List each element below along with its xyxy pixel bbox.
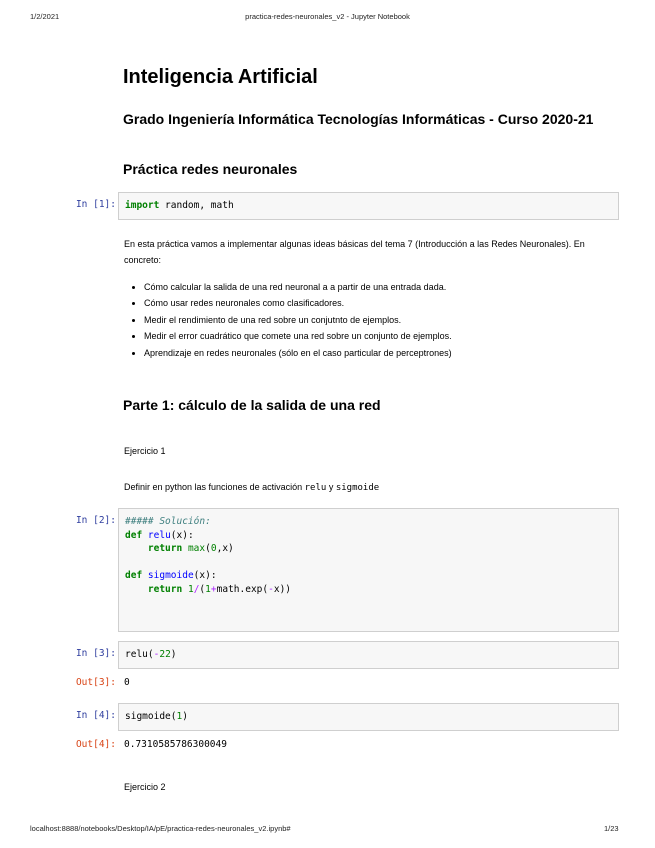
practice-heading: Práctica redes neuronales [123,161,298,177]
output-4: 0.7310585786300049 [124,739,227,750]
exercise1-label: Ejercicio 1 [124,446,166,456]
code-sigmoide-call[interactable]: sigmoide(1) [125,711,188,722]
code-relu-call[interactable]: relu(-22) [125,649,177,660]
exercise1-text: Definir en python las funciones de activación [124,482,303,492]
exercise1-and: y [328,482,334,492]
list-item: • Cómo usar redes neuronales como clasificadores. [144,295,624,311]
print-title: practica-redes-neuronales_v2 - Jupyter Notebook [245,12,410,21]
code-import[interactable]: import random, math [125,200,234,211]
notebook-title: Inteligencia Artificial [123,66,318,88]
list-item: • Cómo calcular la salida de una red neuronal a a partir de una entrada dada. [144,279,624,295]
in-prompt-4: In [4]: [75,710,116,721]
output-3: 0 [124,677,130,688]
exercise1-statement [124,479,614,496]
part1-heading: Parte 1: cálculo de la salida de una red [123,397,381,413]
list-item: • Medir el error cuadrático que comete una red sobre un conjunto de ejemplos. [144,328,624,344]
code-cell-1[interactable] [118,192,619,220]
inline-code-sigmoide: sigmoide [335,483,380,493]
inline-code-relu: relu [304,483,327,493]
course-subtitle: Grado Ingeniería Informática Tecnologías Informáticas - Curso 2020-21 [123,111,594,127]
out-prompt-4: Out[4]: [75,739,116,750]
code-activation-functions[interactable]: ##### Solución: def relu(x): return max(0,x) def sigmoide(x): return 1/(1+math.exp(-x)) [125,516,292,595]
code-cell-3[interactable] [118,641,619,669]
page-number: 1/23 [604,824,619,833]
list-item: • Aprendizaje en redes neuronales (sólo en el caso particular de perceptrones) [144,345,624,361]
objectives-list [124,279,624,361]
code-cell-2[interactable] [118,508,619,632]
list-item: • Medir el rendimiento de una red sobre un conjutnto de ejemplos. [144,312,624,328]
print-date: 1/2/2021 [30,12,60,21]
code-cell-4[interactable] [118,703,619,731]
intro-paragraph: En esta práctica vamos a implementar algunas ideas básicas del tema 7 (Introducción a las Redes Neuronales). En concreto: [124,239,585,265]
exercise2-label: Ejercicio 2 [124,782,166,792]
in-prompt-3: In [3]: [75,648,116,659]
print-url: localhost:8888/notebooks/Desktop/IA/pE/practica-redes-neuronales_v2.ipynb# [30,824,291,833]
out-prompt-3: Out[3]: [75,677,116,688]
in-prompt-1: In [1]: [75,199,116,210]
in-prompt-2: In [2]: [75,515,116,526]
